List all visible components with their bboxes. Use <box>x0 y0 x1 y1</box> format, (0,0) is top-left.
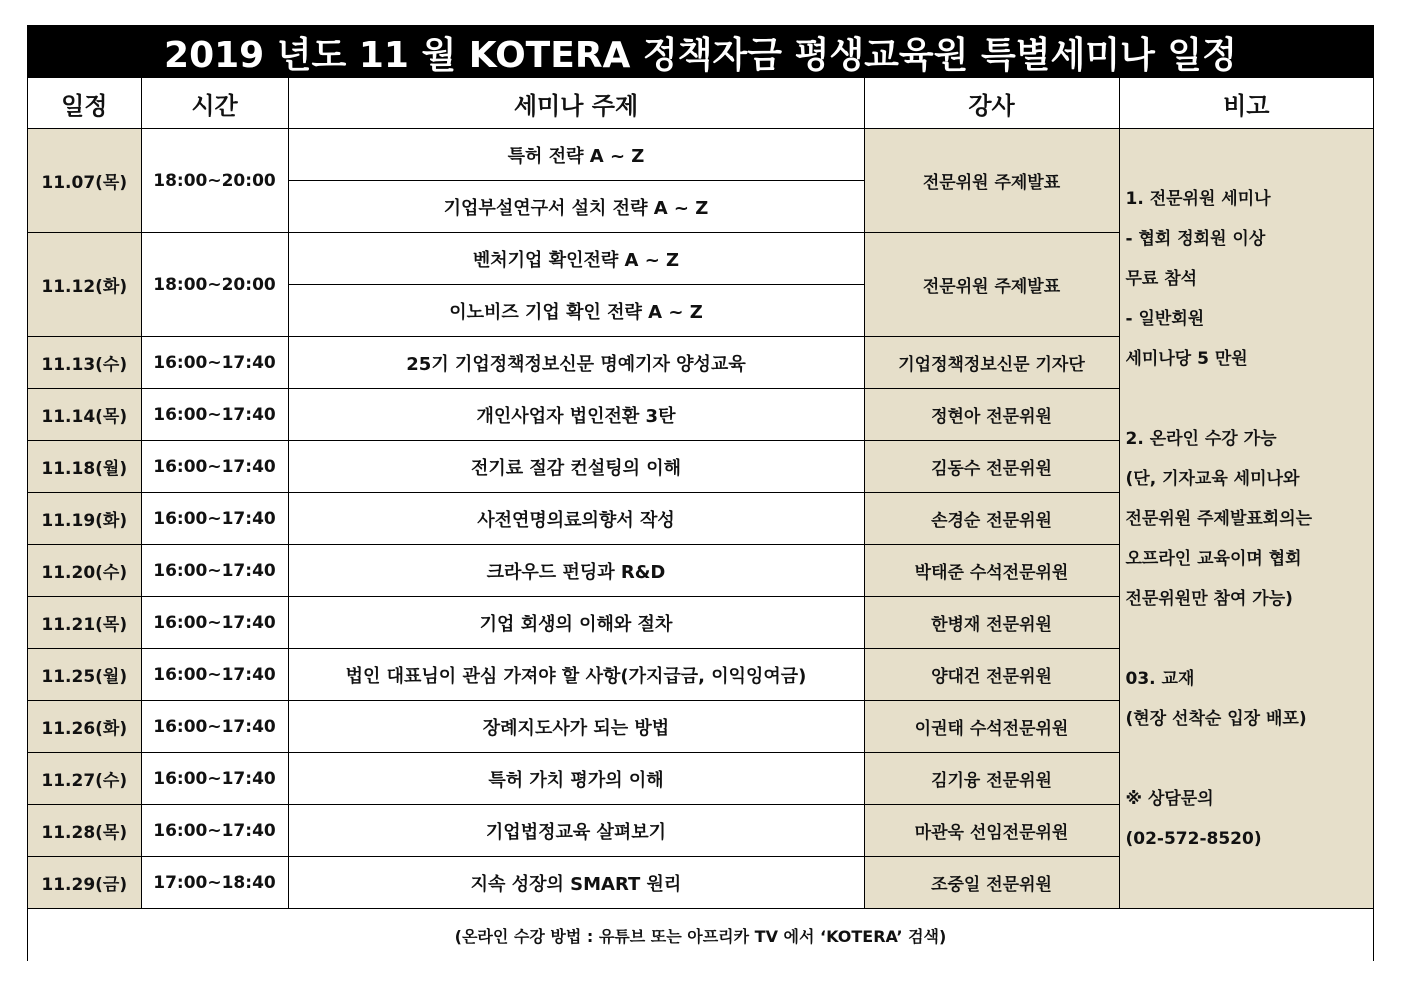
date-cell: 11.14(목) <box>28 389 141 441</box>
time-cell: 16:00~17:40 <box>141 649 288 701</box>
time-cell: 16:00~17:40 <box>141 337 288 389</box>
time-cell: 18:00~20:00 <box>141 233 288 337</box>
topic-cell: 이노비즈 기업 확인 전략 A ~ Z <box>288 285 864 337</box>
speaker-cell: 마관욱 선임전문위원 <box>864 805 1119 857</box>
note-line <box>1126 739 1374 779</box>
date-cell: 11.07(목) <box>28 129 141 233</box>
speaker-cell: 박태준 수석전문위원 <box>864 545 1119 597</box>
note-line: 전문위원 주제발표회의는 <box>1125 509 1313 529</box>
speaker-cell: 양대건 전문위원 <box>864 649 1119 701</box>
date-cell: 11.21(목) <box>28 597 141 649</box>
time-cell: 16:00~17:40 <box>141 597 288 649</box>
time-cell: 16:00~17:40 <box>141 389 288 441</box>
header-date: 일정 <box>28 78 141 129</box>
footer-row <box>28 909 1373 962</box>
topic-cell: 특허 전략 A ~ Z <box>288 129 864 181</box>
topic-cell: 사전연명의료의향서 작성 <box>288 493 864 545</box>
time-cell: 16:00~17:40 <box>141 805 288 857</box>
speaker-cell: 이권태 수석전문위원 <box>864 701 1119 753</box>
header-notes: 비고 <box>1119 78 1373 129</box>
date-cell: 11.25(월) <box>28 649 141 701</box>
speaker-cell: 전문위원 주제발표 <box>864 129 1119 233</box>
note-line: ※ 상담문의 <box>1125 789 1214 809</box>
online-guide-footer: (온라인 수강 방법 : 유튜브 또는 아프리카 TV 에서 ‘KOTERA’ 검색) <box>28 909 1373 962</box>
note-line: - 일반회원 <box>1125 309 1205 329</box>
date-cell: 11.12(화) <box>28 233 141 337</box>
date-cell: 11.26(화) <box>28 701 141 753</box>
speaker-cell: 기업정책정보신문 기자단 <box>864 337 1119 389</box>
note-line: 03. 교재 <box>1125 669 1195 689</box>
note-line: 무료 참석 <box>1125 269 1198 289</box>
header-row <box>28 78 1373 129</box>
notes-cell <box>1119 129 1373 909</box>
speaker-cell: 정현아 전문위원 <box>864 389 1119 441</box>
date-cell: 11.28(목) <box>28 805 141 857</box>
note-line: 2. 온라인 수강 가능 <box>1125 429 1277 449</box>
topic-cell: 기업법정교육 살펴보기 <box>288 805 864 857</box>
schedule-sheet <box>27 25 1374 961</box>
date-cell: 11.27(수) <box>28 753 141 805</box>
date-cell: 11.18(월) <box>28 441 141 493</box>
note-line: 오프라인 교육이며 협회 <box>1125 549 1302 569</box>
speaker-cell: 한병재 전문위원 <box>864 597 1119 649</box>
topic-cell: 전기료 절감 컨설팅의 이해 <box>288 441 864 493</box>
topic-cell: 크라우드 펀딩과 R&D <box>288 545 864 597</box>
topic-cell: 법인 대표님이 관심 가져야 할 사항(가지급금, 이익잉여금) <box>288 649 864 701</box>
speaker-cell: 전문위원 주제발표 <box>864 233 1119 337</box>
time-cell: 16:00~17:40 <box>141 441 288 493</box>
speaker-cell: 손경순 전문위원 <box>864 493 1119 545</box>
topic-cell: 특허 가치 평가의 이해 <box>288 753 864 805</box>
topic-cell: 기업부설연구서 설치 전략 A ~ Z <box>288 181 864 233</box>
schedule-table <box>28 78 1373 961</box>
note-line <box>1126 619 1374 659</box>
topic-cell: 기업 회생의 이해와 절차 <box>288 597 864 649</box>
time-cell: 16:00~17:40 <box>141 701 288 753</box>
topic-cell: 개인사업자 법인전환 3탄 <box>288 389 864 441</box>
notes-list <box>1126 129 1374 859</box>
date-cell: 11.13(수) <box>28 337 141 389</box>
speaker-cell: 김기융 전문위원 <box>864 753 1119 805</box>
speaker-cell: 조중일 전문위원 <box>864 857 1119 909</box>
date-cell: 11.20(수) <box>28 545 141 597</box>
topic-cell: 장례지도사가 되는 방법 <box>288 701 864 753</box>
note-line: (단, 기자교육 세미나와 <box>1125 469 1300 489</box>
time-cell: 16:00~17:40 <box>141 753 288 805</box>
page-title: 2019 년도 11 월 KOTERA 정책자금 평생교육원 특별세미나 일정 <box>28 26 1373 78</box>
note-line: (현장 선착순 입장 배포) <box>1125 709 1307 729</box>
note-line: 1. 전문위원 세미나 <box>1125 189 1271 209</box>
note-line: - 협회 정회원 이상 <box>1125 229 1266 249</box>
time-cell: 16:00~17:40 <box>141 545 288 597</box>
time-cell: 18:00~20:00 <box>141 129 288 233</box>
table-row <box>28 129 1373 181</box>
note-line: (02-572-8520) <box>1125 829 1262 849</box>
topic-cell: 지속 성장의 SMART 원리 <box>288 857 864 909</box>
date-cell: 11.19(화) <box>28 493 141 545</box>
date-cell: 11.29(금) <box>28 857 141 909</box>
header-time: 시간 <box>141 78 288 129</box>
topic-cell: 25기 기업정책정보신문 명예기자 양성교육 <box>288 337 864 389</box>
time-cell: 16:00~17:40 <box>141 493 288 545</box>
schedule-body <box>28 129 1373 962</box>
note-line: 전문위원만 참여 가능) <box>1125 589 1293 609</box>
note-line: 세미나당 5 만원 <box>1125 349 1248 369</box>
header-speaker: 강사 <box>864 78 1119 129</box>
note-line <box>1126 379 1374 419</box>
header-topic: 세미나 주제 <box>288 78 864 129</box>
time-cell: 17:00~18:40 <box>141 857 288 909</box>
speaker-cell: 김동수 전문위원 <box>864 441 1119 493</box>
topic-cell: 벤처기업 확인전략 A ~ Z <box>288 233 864 285</box>
